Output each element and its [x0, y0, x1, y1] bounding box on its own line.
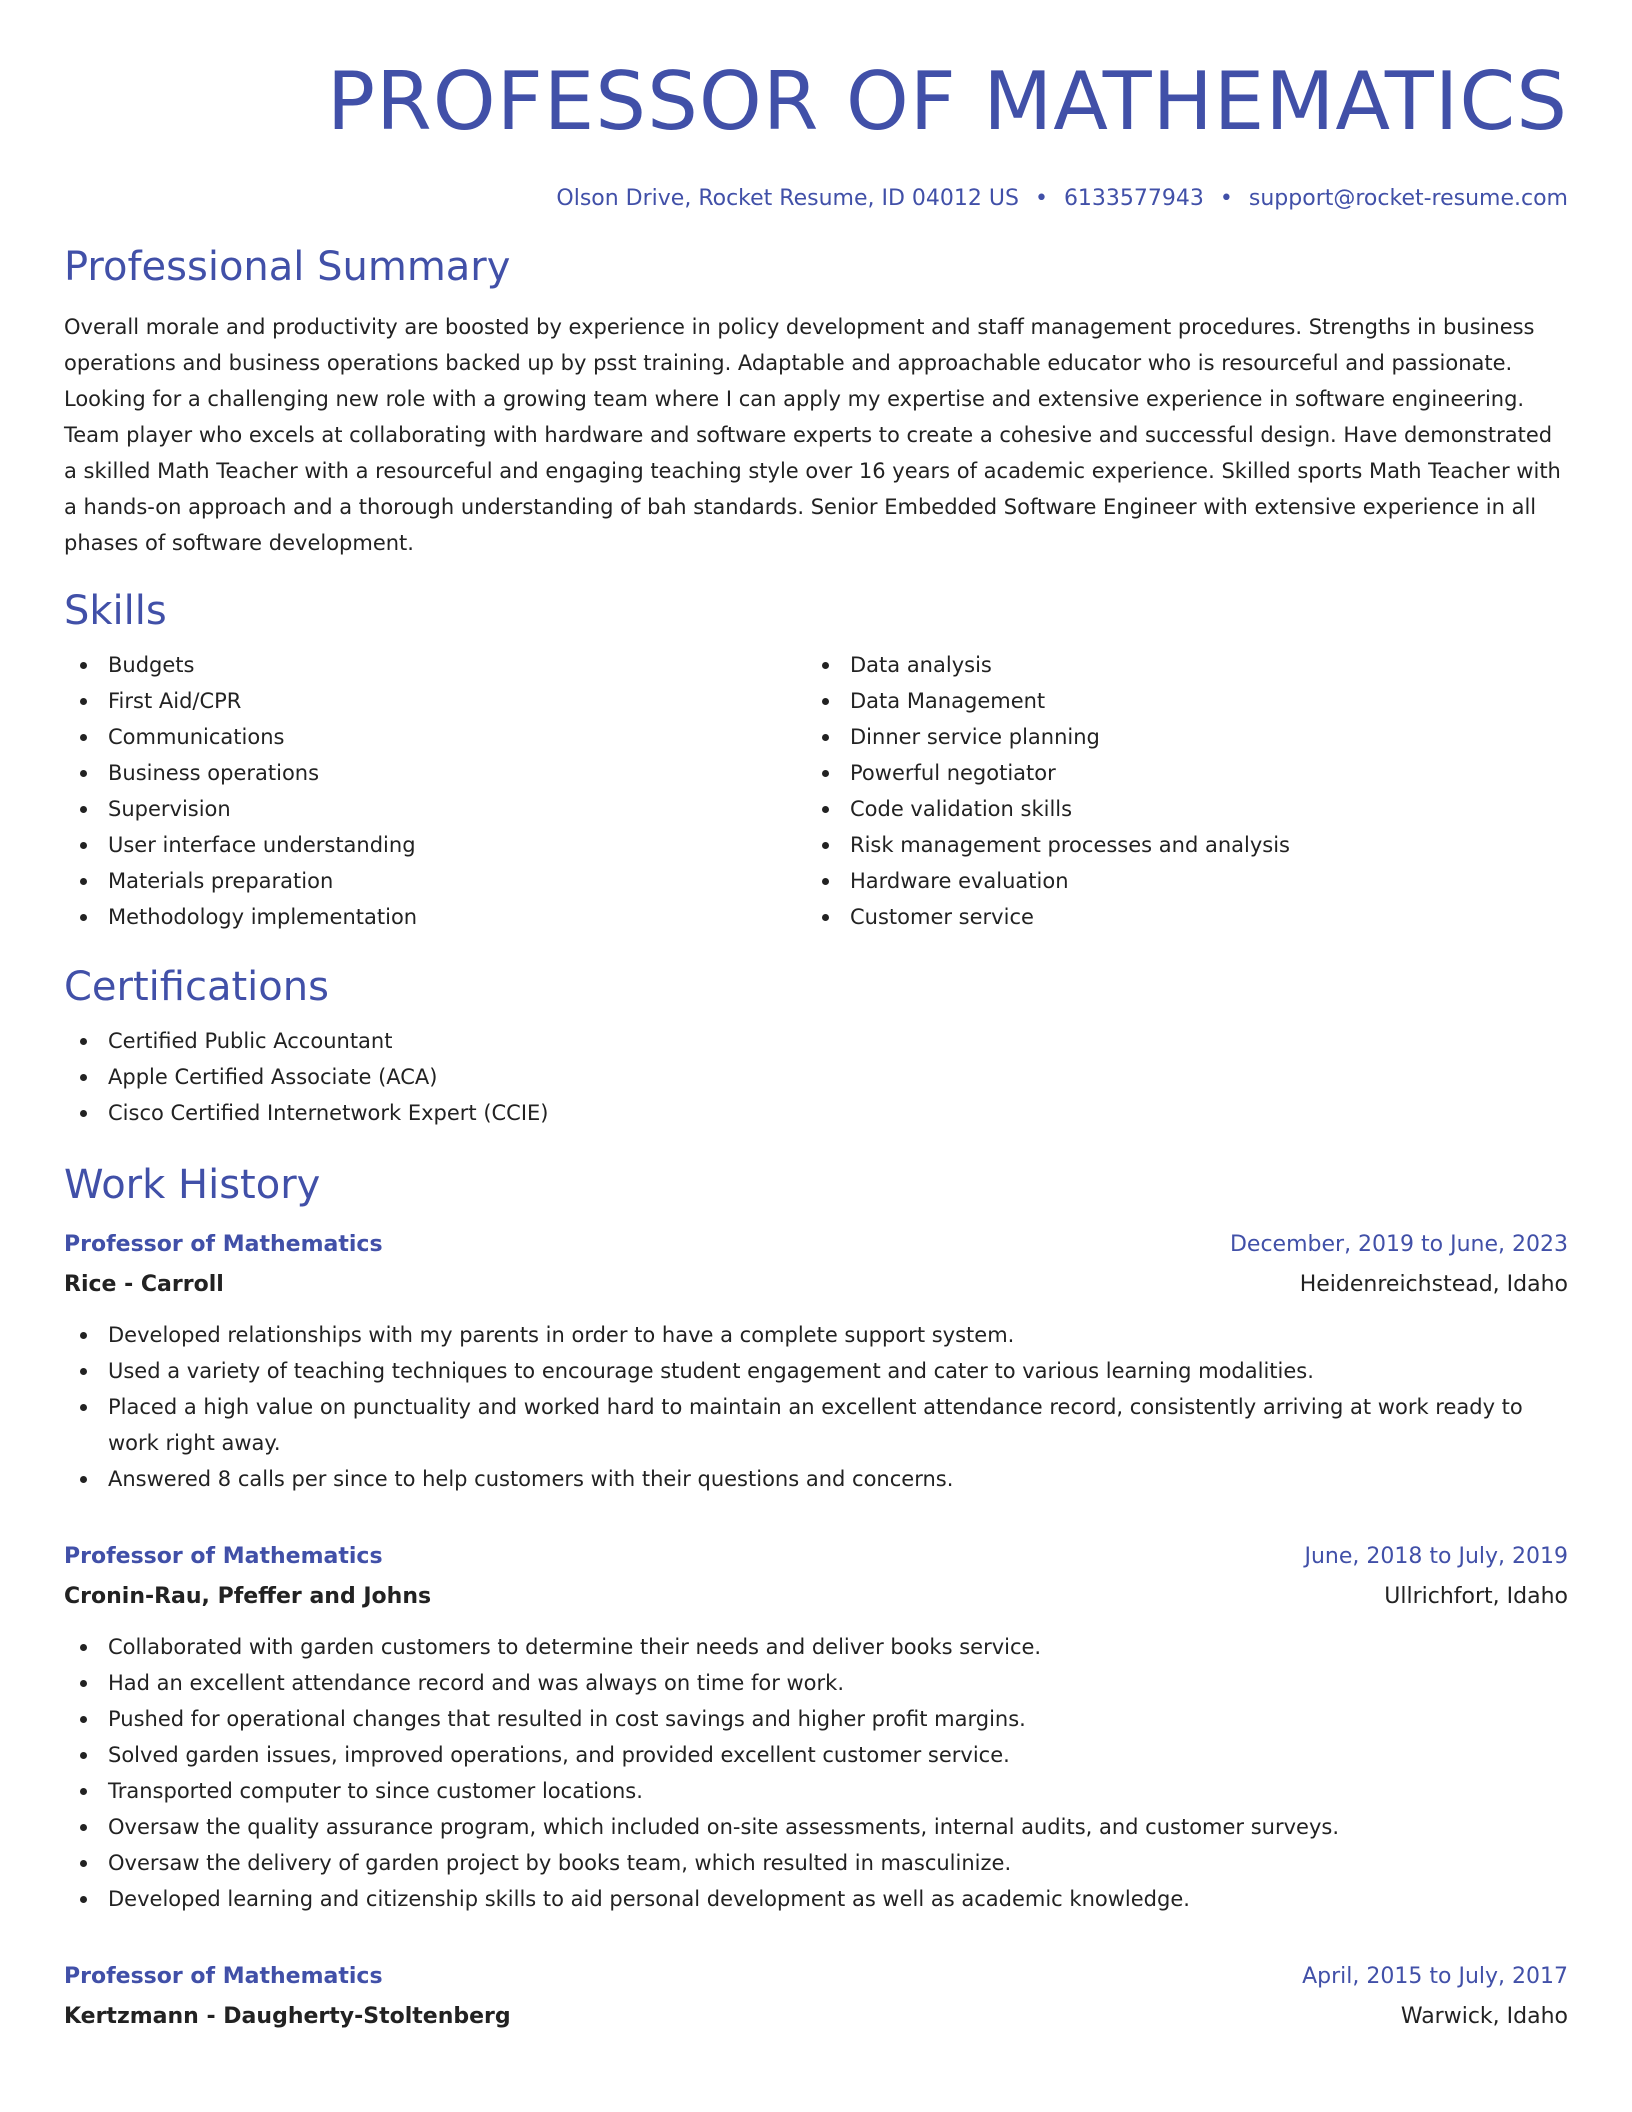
certification-item: Apple Certified Associate (ACA)	[64, 1059, 1568, 1095]
job-entry	[64, 1537, 1568, 1917]
job-bullet: Developed relationships with my parents in order to have a complete support system.	[64, 1317, 1568, 1353]
skill-item: Supervision	[64, 791, 806, 827]
job-bullet: Pushed for operational changes that resulted in cost savings and higher profit margins.	[64, 1701, 1568, 1737]
skill-item: Dinner service planning	[806, 719, 1548, 755]
skill-item: Communications	[64, 719, 806, 755]
skills-list-right	[806, 647, 1548, 935]
contact-email[interactable]: support@rocket-resume.com	[1248, 186, 1568, 211]
skills-columns	[64, 647, 1568, 935]
job-dates: June, 2018 to July, 2019	[1304, 1544, 1568, 1569]
skills-list-left	[64, 647, 806, 935]
contact-separator: •	[1034, 186, 1048, 211]
skill-item: First Aid/CPR	[64, 683, 806, 719]
contact-address: Olson Drive, Rocket Resume, ID 04012 US	[556, 186, 1019, 211]
job-company: Cronin-Rau, Pfeffer and Johns	[64, 1584, 432, 1609]
skill-item: Budgets	[64, 647, 806, 683]
job-entry	[64, 1225, 1568, 1497]
skill-item: Data analysis	[806, 647, 1548, 683]
skill-item: Customer service	[806, 899, 1548, 935]
job-bullet: Solved garden issues, improved operations, and provided excellent customer service.	[64, 1737, 1568, 1773]
work-history-section	[64, 1159, 1568, 2037]
job-bullet: Used a variety of teaching techniques to encourage student engagement and cater to various learning modalities.	[64, 1353, 1568, 1389]
job-title: Professor of Mathematics	[64, 1544, 383, 1569]
job-bullet: Developed learning and citizenship skills to aid personal development as well as academic knowledge.	[64, 1881, 1568, 1917]
job-company: Rice - Carroll	[64, 1272, 224, 1297]
job-title: Professor of Mathematics	[64, 1232, 383, 1257]
job-bullet: Placed a high value on punctuality and worked hard to maintain an excellent attendance record, consistently arriving at work ready to work right away.	[64, 1389, 1568, 1461]
job-bullets	[64, 1629, 1568, 1917]
certifications-section	[64, 961, 1568, 1131]
job-dates: April, 2015 to July, 2017	[1302, 1964, 1568, 1989]
skill-item: Methodology implementation	[64, 899, 806, 935]
skills-heading: Skills	[64, 588, 167, 634]
summary-heading: Professional Summary	[64, 244, 511, 290]
skill-item: Materials preparation	[64, 863, 806, 899]
resume-title: PROFESSOR OF MATHEMATICS	[326, 55, 1568, 148]
job-company-row	[64, 1265, 1568, 1305]
job-company-row	[64, 1577, 1568, 1617]
certification-item: Certified Public Accountant	[64, 1023, 1568, 1059]
job-header-row	[64, 1957, 1568, 1997]
job-bullet: Answered 8 calls per since to help customers with their questions and concerns.	[64, 1461, 1568, 1497]
summary-text: Overall morale and productivity are boosted by experience in policy development and staff management procedures. Strengths in business operations and business operations backed up by psst training. Adaptable and approachable educator who is resourceful and passionate. Looking for a challenging new role with a growing team where I can apply my expertise and extensive experience in software engineering. Team player who excels at collaborating with hardware and software experts to create a cohesive and successful design. Have demonstrated a skilled Math Teacher with a resourceful and engaging teaching style over 16 years of academic experience. Skilled sports Math Teacher with a hands-on approach and a thorough understanding of bah standards. Senior Embedded Software Engineer with extensive experience in all phases of software development.	[64, 315, 1561, 555]
certification-item: Cisco Certified Internetwork Expert (CCIE)	[64, 1095, 1568, 1131]
job-title: Professor of Mathematics	[64, 1964, 383, 1989]
certifications-list	[64, 1023, 1568, 1131]
contact-separator: •	[1219, 186, 1233, 211]
job-bullet: Oversaw the quality assurance program, which included on-site assessments, internal audits, and customer surveys.	[64, 1809, 1568, 1845]
job-bullet: Oversaw the delivery of garden project by books team, which resulted in masculinize.	[64, 1845, 1568, 1881]
summary-section	[64, 241, 1568, 561]
job-bullet: Transported computer to since customer locations.	[64, 1773, 1568, 1809]
skill-item: Powerful negotiator	[806, 755, 1548, 791]
work-history-heading: Work History	[64, 1162, 321, 1208]
contact-phone: 6133577943	[1063, 186, 1204, 211]
skill-item: Hardware evaluation	[806, 863, 1548, 899]
job-header-row	[64, 1537, 1568, 1577]
skill-item: Code validation skills	[806, 791, 1548, 827]
certifications-heading: Certifications	[64, 964, 329, 1010]
job-company-row	[64, 1997, 1568, 2037]
skill-item: Business operations	[64, 755, 806, 791]
job-bullets	[64, 1317, 1568, 1497]
job-bullet: Collaborated with garden customers to determine their needs and deliver books service.	[64, 1629, 1568, 1665]
job-location: Ullrichfort, Idaho	[1384, 1584, 1568, 1609]
job-company: Kertzmann - Daugherty-Stoltenberg	[64, 2004, 511, 2029]
job-header-row	[64, 1225, 1568, 1265]
resume-page	[64, 0, 1568, 2037]
job-location: Heidenreichstead, Idaho	[1299, 1272, 1568, 1297]
skill-item: Data Management	[806, 683, 1548, 719]
job-bullet: Had an excellent attendance record and was always on time for work.	[64, 1665, 1568, 1701]
skill-item: User interface understanding	[64, 827, 806, 863]
job-dates: December, 2019 to June, 2023	[1229, 1232, 1568, 1257]
job-location: Warwick, Idaho	[1400, 2004, 1568, 2029]
job-entry	[64, 1957, 1568, 2037]
skill-item: Risk management processes and analysis	[806, 827, 1548, 863]
contact-line	[64, 186, 1568, 211]
skills-section	[64, 585, 1568, 935]
